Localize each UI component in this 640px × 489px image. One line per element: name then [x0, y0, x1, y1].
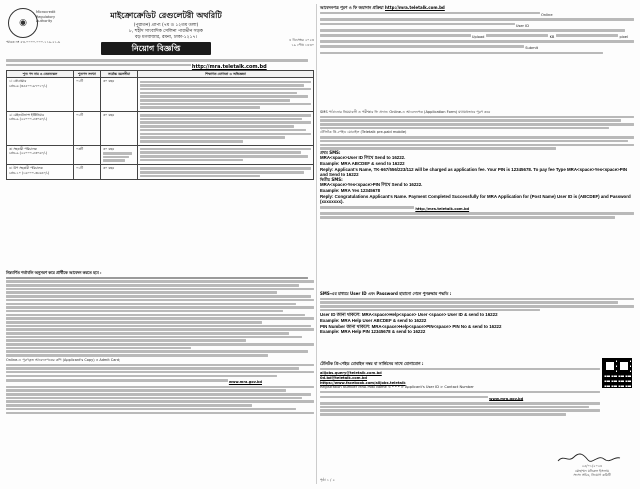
process-heading	[320, 6, 634, 11]
address-line-3: বড় মগবাজার, রমনা, ঢাকা-১২১৭।	[134, 35, 198, 40]
col-header-count: শূন্যপদ সংখ্যা	[74, 71, 101, 78]
qualification-cell	[138, 165, 314, 180]
table-row	[7, 78, 314, 112]
pixel-text: pixel	[619, 34, 629, 39]
contact-sms-format: Registration Number MRA Post Name < * * * > Applicant's User ID > Contact Number	[320, 385, 474, 390]
post-name: ৩। সহকারী পরিচালক	[9, 146, 37, 151]
qualification-cell	[138, 112, 314, 146]
contact-facebook[interactable]: https://www.facebook.com/alljobs.teletalk	[320, 380, 406, 385]
post-grade: গ্রেড-১০ (১৬০০০-৩৮৬৪০/-)	[9, 170, 50, 175]
logo-text: Microcredit Regulatory Authority	[36, 10, 56, 23]
count-cell: ০১টি	[74, 78, 101, 112]
org-name: মাইক্রোক্রেডিট রেগুলেটরী অথরিটি	[110, 11, 222, 20]
signature-icon	[554, 452, 624, 464]
conditions-section	[6, 271, 314, 415]
recovery-section	[320, 292, 634, 335]
age-value: ৩০ বছর	[103, 146, 114, 151]
left-column	[6, 6, 314, 484]
count-cell: ০১টি	[74, 165, 101, 180]
mra-website-link[interactable]: www.mra.gov.bd	[228, 380, 262, 385]
contact-title: টেলিটক প্রি-পেইড মোবাইল নম্বর বা সার্ভিসের সাথে যোগাযোগ :	[320, 361, 424, 366]
post-name: ২। মেইনটেন্যান্স ইঞ্জিনিয়ার	[9, 113, 44, 117]
address-line-2: ৮, শহীদ সাংবাদিক সেলিনা পারভীন সড়ক	[129, 29, 203, 34]
age-cell: ৩০ বছর	[101, 78, 138, 112]
online-text: Online	[540, 12, 553, 17]
signatory-name: মোহাম্মদ মনিরুল ইসলাম	[575, 468, 609, 473]
age-cell	[101, 145, 138, 165]
recovery-example-2: Example: MRA Help PIN 12345678 & send to 16222	[320, 329, 426, 335]
date-block	[289, 38, 314, 48]
sms1-example: Example: MRA ABCDEF & send to 16222	[320, 161, 405, 167]
sms-section	[320, 110, 634, 220]
posts-table	[6, 70, 314, 180]
sms-first-title: প্রথম SMS:	[320, 149, 341, 155]
post-name: ১। প্রোগ্রামার	[9, 79, 27, 84]
application-process	[320, 6, 634, 55]
sms-form-line: SMS পাঠানোর নিয়মাবলী ও পরীক্ষার ফি প্রদান: Online-এ আবেদনপত্র (Application Form) যথাযথভাবে পূরণ করে	[320, 110, 491, 114]
page-footer: পৃষ্ঠা ১ / ২	[320, 478, 335, 482]
col-header-age: সর্বোচ্চ বয়সসীমা	[101, 71, 138, 78]
text-line	[6, 59, 308, 62]
mra-website-link-2[interactable]: www.mra.gov.bd	[489, 396, 524, 401]
mra-logo-icon: ◉	[8, 8, 38, 38]
date-bangla: ১৯ পৌষ ১৪৩০	[291, 43, 314, 47]
sms-second-title: দ্বিতীয় SMS:	[320, 176, 343, 182]
post-cell	[7, 165, 74, 180]
recovery-user-id: User ID জানা থাকলে: MRA<space>Help<space> User <space> User ID & send to 16222	[320, 312, 498, 318]
table-header-row	[7, 71, 314, 78]
application-link[interactable]: http://mra.teletalk.com.bd	[191, 63, 267, 70]
post-grade: গ্রেড-৬ (৩৫৫০০-৬৭০১০/-)	[9, 83, 48, 88]
recovery-pin: PIN Number জানা থাকলে: MRA<space>Help<space>PIN<space> PIN No & send to 16222	[320, 323, 502, 329]
count-cell: ০৩টি	[74, 145, 101, 165]
age-cell: ৩০ বছর	[101, 112, 138, 146]
process-heading-text: আবেদনপত্র পূরণ ও ফি জমাদান প্রক্রিয়া	[320, 5, 384, 10]
sms1-reply: Reply: Applicant's Name, TK-667/556/223/112 will be charged as application fee. Your PIN is 12345678. To pay fee Type MRA<space>Yes<space>PIN and Send to 16222	[320, 166, 628, 178]
count-cell: ০১টি	[74, 112, 101, 146]
intro-paragraph	[6, 58, 314, 70]
post-cell	[7, 78, 74, 112]
submit-text: Submit	[525, 45, 538, 50]
address-line-1: (পুরাতন) প্রাপ্য (৭ম ও ১২তম তলা)	[133, 23, 199, 28]
conditions-title: নিম্নবর্ণিত শর্তাবলি অনুসরণ করে প্রার্থীকে আবেদন করতে হবে :	[6, 270, 102, 275]
post-name: ৪। উপ সহকারী পরিচালক	[9, 166, 43, 171]
memo-number: স্মারক নং ৫৩.০০০০.০০০.১১৯.২১-৬	[6, 40, 61, 44]
signatory-designation: সদস্য সচিব, নিয়োগ কমিটি	[573, 473, 611, 477]
date-gregorian: ৪ ডিসেম্বর ২০২৩	[289, 38, 314, 42]
qr-code-icon	[602, 358, 632, 388]
user-id-text: User ID	[515, 23, 529, 28]
sms2-example: Example: MRA Yes 12345678	[320, 188, 381, 194]
teletalk-prepaid-text: টেলিটক প্রি-পেইড মোবাইল (Teletalk pre-paid mobile)	[320, 130, 407, 135]
contact-section	[320, 362, 600, 417]
post-grade: গ্রেড-৯ (২২০০০-৫৩০৬০/-)	[9, 151, 48, 155]
sms2-reply: Reply: Congratulations Applicant's Name. Payment Completed Successfully for MRA Application for (Post Name) User ID is (ABCDEF) and Password (xxxxxxxx).	[320, 193, 631, 205]
table-row	[7, 112, 314, 146]
teletalk-link-2[interactable]: http://mra.teletalk.com.bd	[415, 206, 470, 211]
sms2-format: MRA<space>Yes<space>PIN লিখে Send to 16222.	[320, 182, 423, 188]
qualification-cell	[138, 145, 314, 165]
applicant-copy-item: Online-এ পূরণকৃত আবেদনপত্রের কপি (Applicant's Copy) ও Admit Card;	[6, 357, 121, 362]
kb-text: KB	[549, 34, 555, 39]
signature-block	[552, 464, 632, 478]
circular-banner: নিয়োগ বিজ্ঞপ্তি	[101, 42, 211, 55]
page-header	[66, 10, 266, 41]
contact-email-1[interactable]: alljobs.query@teletalk.com.bd	[320, 371, 382, 376]
upload-text: Upload	[471, 34, 485, 39]
recovery-title: SMS-এর মাধ্যমে User ID এবং Password হারানো গেলে পুনরুদ্ধার পদ্ধতি :	[320, 291, 452, 296]
col-header-post: শূন্য পদ নাম ও বেতনস্কেল	[7, 71, 74, 78]
post-grade: গ্রেড-৯ (২২০০০-৫৩০৬০/-)	[9, 117, 48, 122]
teletalk-link[interactable]: http://mra.teletalk.com.bd	[384, 5, 445, 10]
table-row	[7, 165, 314, 180]
column-divider	[316, 4, 317, 484]
post-cell	[7, 112, 74, 146]
age-cell: ৩০ বছর	[101, 165, 138, 180]
sms1-format: MRA<space>User ID লিখে Send to 16222.	[320, 155, 406, 161]
post-cell	[7, 145, 74, 165]
text-line	[6, 64, 191, 67]
table-row	[7, 145, 314, 165]
recovery-example-1: Example: MRA Help User ABCDEF & send to 16222	[320, 318, 427, 324]
qualification-cell	[138, 78, 314, 112]
contact-email-2[interactable]: 0d.bd@teletalk.com.bd	[320, 375, 367, 380]
signature-date: ২৫/০১/২০২৪	[581, 464, 603, 468]
col-header-qualification: শিক্ষাগত যোগ্যতা ও অভিজ্ঞতা	[138, 71, 314, 78]
right-column	[320, 6, 634, 484]
